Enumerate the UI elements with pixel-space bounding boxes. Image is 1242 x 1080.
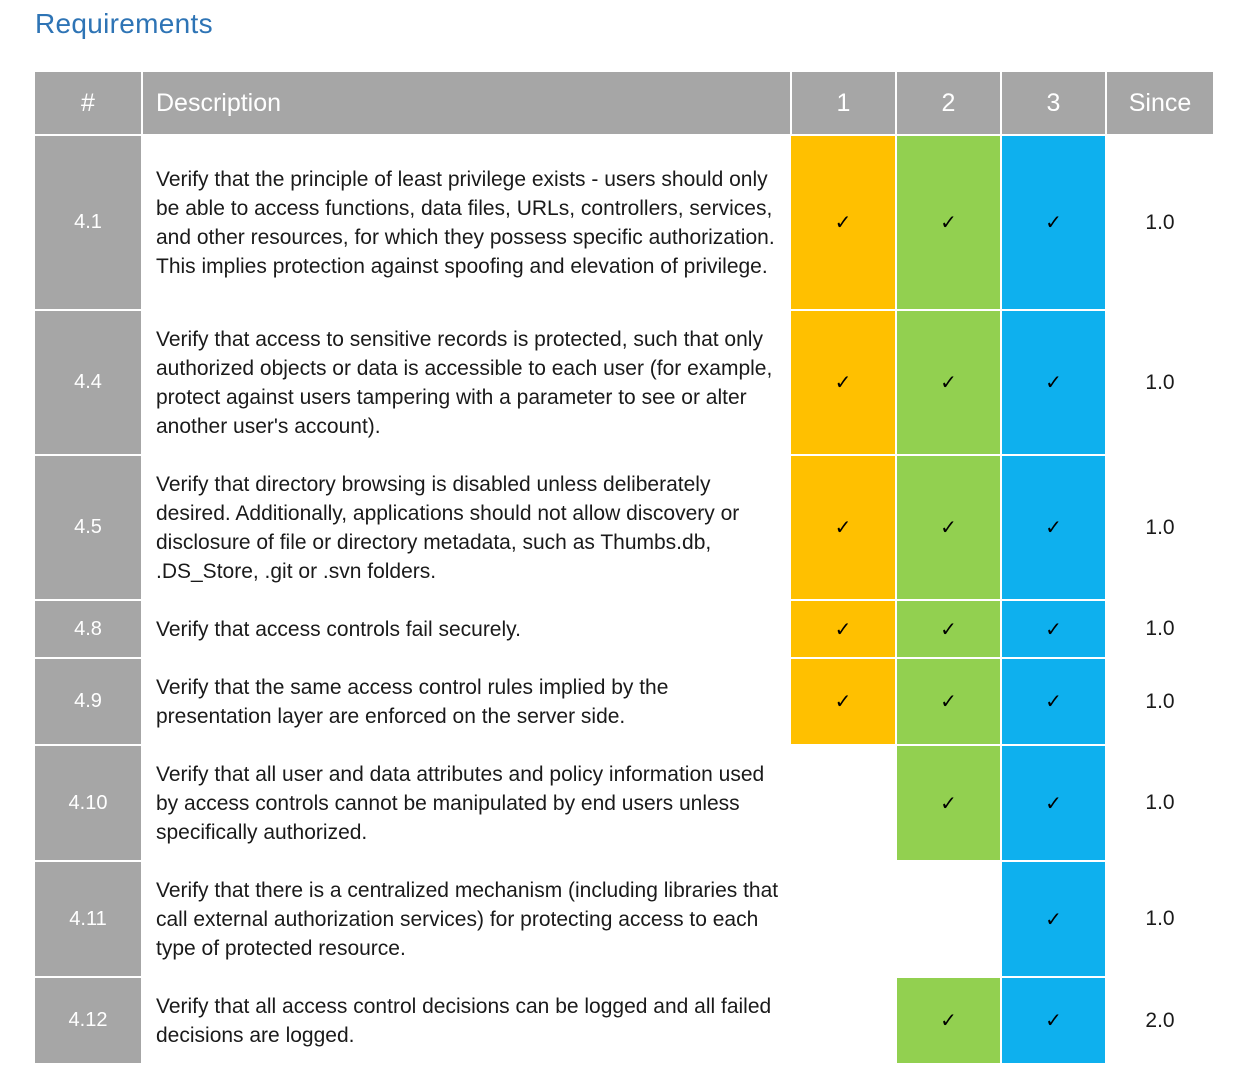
checkmark-icon: ✓ — [940, 691, 957, 713]
table-row — [35, 310, 1213, 455]
requirement-number: 4.9 — [35, 658, 142, 745]
requirement-number: 4.4 — [35, 310, 142, 455]
requirement-number: 4.11 — [35, 861, 142, 977]
level-3-cell — [1001, 135, 1106, 310]
checkmark-icon: ✓ — [1045, 212, 1062, 234]
level-1-cell — [791, 658, 896, 745]
checkmark-icon: ✓ — [940, 1010, 957, 1032]
level-1-cell — [791, 310, 896, 455]
header-level-2: 2 — [896, 72, 1001, 135]
requirement-description: Verify that all access control decisions can be logged and all failed decisions are logged. — [142, 977, 791, 1064]
requirement-number: 4.1 — [35, 135, 142, 310]
checkmark-icon: ✓ — [940, 618, 957, 641]
checkmark-icon: ✓ — [1045, 517, 1062, 539]
requirement-number: 4.12 — [35, 977, 142, 1064]
requirement-description: Verify that there is a centralized mechanism (including libraries that call external authorization services) for protecting access to each type of protected resource. — [142, 861, 791, 977]
requirement-description: Verify that access controls fail securely. — [142, 600, 791, 658]
level-3-cell — [1001, 310, 1106, 455]
since-version: 1.0 — [1106, 455, 1213, 600]
requirement-description: Verify that all user and data attributes and policy information used by access controls cannot be manipulated by end users unless specifically authorized. — [142, 745, 791, 861]
table-row — [35, 861, 1213, 977]
level-1-cell — [791, 135, 896, 310]
table-body — [35, 135, 1213, 1064]
level-3-cell — [1001, 600, 1106, 658]
checkmark-icon: ✓ — [1045, 691, 1062, 713]
table-row — [35, 135, 1213, 310]
since-version: 1.0 — [1106, 600, 1213, 658]
requirement-description: Verify that the same access control rules implied by the presentation layer are enforced on the server side. — [142, 658, 791, 745]
requirement-description: Verify that the principle of least privilege exists - users should only be able to access functions, data files, URLs, controllers, services, and other resources, for which they possess specific authorization. This implies protection against spoofing and elevation of privilege. — [142, 135, 791, 310]
level-2-cell — [896, 745, 1001, 861]
requirement-description: Verify that directory browsing is disabled unless deliberately desired. Additionally, applications should not allow discovery or disclosure of file or directory metadata, such as Thumbs.db, .DS_Store, .git or .svn folders. — [142, 455, 791, 600]
checkmark-icon: ✓ — [1045, 372, 1062, 394]
header-description: Description — [142, 72, 791, 135]
level-2-cell — [896, 658, 1001, 745]
checkmark-icon: ✓ — [940, 517, 957, 539]
level-1-cell — [791, 977, 896, 1064]
level-2-cell — [896, 977, 1001, 1064]
requirement-number: 4.10 — [35, 745, 142, 861]
level-2-cell — [896, 135, 1001, 310]
checkmark-icon: ✓ — [940, 792, 957, 815]
table-row — [35, 977, 1213, 1064]
table-row — [35, 745, 1213, 861]
header-since: Since — [1106, 72, 1213, 135]
checkmark-icon: ✓ — [834, 517, 852, 539]
requirements-table — [35, 72, 1213, 1065]
header-level-3: 3 — [1001, 72, 1106, 135]
checkmark-icon: ✓ — [834, 372, 852, 394]
since-version: 1.0 — [1106, 861, 1213, 977]
since-version: 2.0 — [1106, 977, 1213, 1064]
checkmark-icon: ✓ — [1045, 618, 1062, 641]
checkmark-icon: ✓ — [1045, 1010, 1062, 1032]
level-3-cell — [1001, 658, 1106, 745]
level-3-cell — [1001, 745, 1106, 861]
header-level-1: 1 — [791, 72, 896, 135]
since-version: 1.0 — [1106, 135, 1213, 310]
level-2-cell — [896, 600, 1001, 658]
table-row — [35, 600, 1213, 658]
level-3-cell — [1001, 977, 1106, 1064]
level-2-cell — [896, 310, 1001, 455]
level-3-cell — [1001, 455, 1106, 600]
requirement-number: 4.5 — [35, 455, 142, 600]
requirement-number: 4.8 — [35, 600, 142, 658]
checkmark-icon: ✓ — [834, 212, 852, 234]
checkmark-icon: ✓ — [1045, 908, 1062, 931]
checkmark-icon: ✓ — [834, 691, 852, 713]
level-1-cell — [791, 745, 896, 861]
checkmark-icon: ✓ — [940, 372, 957, 394]
table-header-row — [35, 72, 1213, 135]
table-row — [35, 455, 1213, 600]
level-3-cell — [1001, 861, 1106, 977]
header-number: # — [35, 72, 142, 135]
checkmark-icon: ✓ — [834, 618, 852, 641]
level-1-cell — [791, 600, 896, 658]
checkmark-icon: ✓ — [1045, 792, 1062, 815]
checkmark-icon: ✓ — [940, 212, 957, 234]
requirement-description: Verify that access to sensitive records is protected, such that only authorized objects or data is accessible to each user (for example, protect against users tampering with a parameter to see or alter another user's account). — [142, 310, 791, 455]
since-version: 1.0 — [1106, 310, 1213, 455]
level-2-cell — [896, 455, 1001, 600]
since-version: 1.0 — [1106, 658, 1213, 745]
level-1-cell — [791, 861, 896, 977]
since-version: 1.0 — [1106, 745, 1213, 861]
table-row — [35, 658, 1213, 745]
level-2-cell — [896, 861, 1001, 977]
level-1-cell — [791, 455, 896, 600]
section-heading: Requirements — [35, 8, 213, 39]
